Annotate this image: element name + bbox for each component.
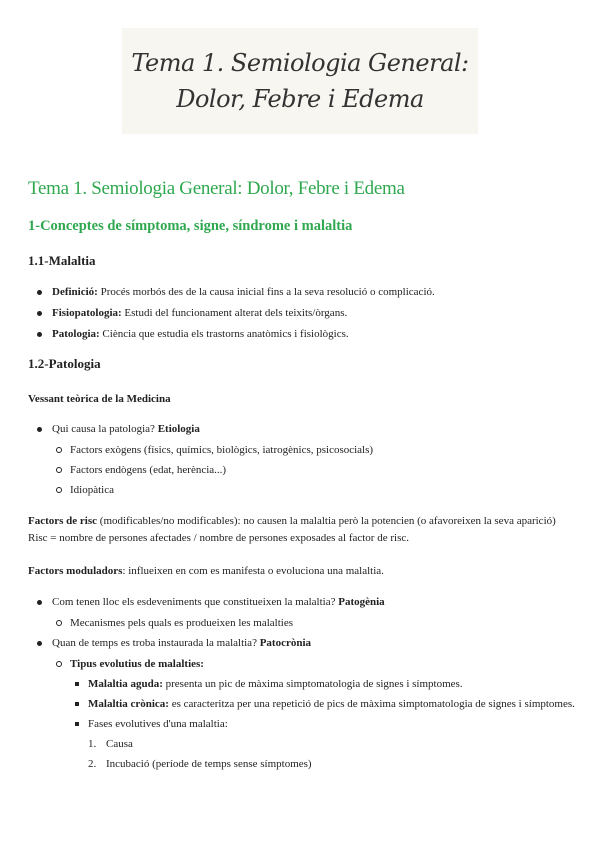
list-item: Fases evolutives d'una malaltia: bbox=[28, 716, 576, 733]
section-heading-conceptes: 1-Conceptes de símptoma, signe, síndrome i malaltia bbox=[28, 218, 353, 234]
title-banner bbox=[122, 28, 478, 134]
list-item: Idiopàtica bbox=[28, 482, 576, 499]
banner-line-2: Dolor, Febre i Edema bbox=[176, 85, 424, 113]
patogenia-list bbox=[28, 594, 576, 773]
page-title: Tema 1. Semiologia General: Dolor, Febre i Edema bbox=[28, 178, 405, 199]
factors-moduladors-paragraph: Factors moduladors: influeixen en com es manifesta o evoluciona una malaltia. bbox=[28, 565, 384, 577]
list-item: 1. Causa bbox=[88, 738, 133, 750]
list-item: Tipus evolutius de malalties: bbox=[28, 656, 576, 673]
list-item: Patologia: Ciència que estudia els trastorns anatòmics i fisiològics. bbox=[28, 326, 576, 343]
list-item: Malaltia aguda: presenta un pic de màxima simptomatologia de signes i símptomes. bbox=[28, 676, 576, 693]
subsection-heading-malaltia: 1.1-Malaltia bbox=[28, 253, 96, 268]
subsection-heading-patologia: 1.2-Patologia bbox=[28, 356, 101, 371]
list-item: Factors endògens (edat, herència...) bbox=[28, 462, 576, 479]
list-item: Factors exògens (físics, químics, biològics, iatrogènics, psicosocials) bbox=[28, 442, 576, 459]
list-item: Qui causa la patologia? Etiologia bbox=[28, 421, 576, 438]
list-item: Definició: Procés morbós des de la causa inicial fins a la seva resolució o complicació. bbox=[28, 284, 576, 301]
list-item: Fisiopatologia: Estudi del funcionament alterat dels teixits/òrgans. bbox=[28, 305, 576, 322]
list-item: Malaltia crònica: es caracteritza per una repetició de pics de màxima simptomatologia de signes i símptomes. bbox=[28, 696, 576, 713]
document-content bbox=[28, 176, 576, 776]
banner-line-1: Tema 1. Semiologia General: bbox=[131, 49, 469, 77]
vessant-heading: Vessant teòrica de la Medicina bbox=[28, 393, 171, 405]
factors-risc-paragraph: Factors de risc (modificables/no modificables): no causen la malaltia però la potencien (o afavoreixen la seva aparició) Risc = nombre de persones afectades / nombre de persones exposades al factor de risc. bbox=[28, 515, 556, 544]
list-item: Quan de temps es troba instaurada la malaltia? Patocrònia bbox=[28, 635, 576, 652]
list-item: Com tenen lloc els esdeveniments que constitueixen la malaltia? Patogènia bbox=[28, 594, 576, 611]
list-item: Mecanismes pels quals es produeixen les malalties bbox=[28, 615, 576, 632]
etiologia-list bbox=[28, 421, 576, 499]
list-item: 2. Incubació (període de temps sense símptomes) bbox=[88, 758, 312, 770]
malaltia-list bbox=[28, 284, 576, 343]
